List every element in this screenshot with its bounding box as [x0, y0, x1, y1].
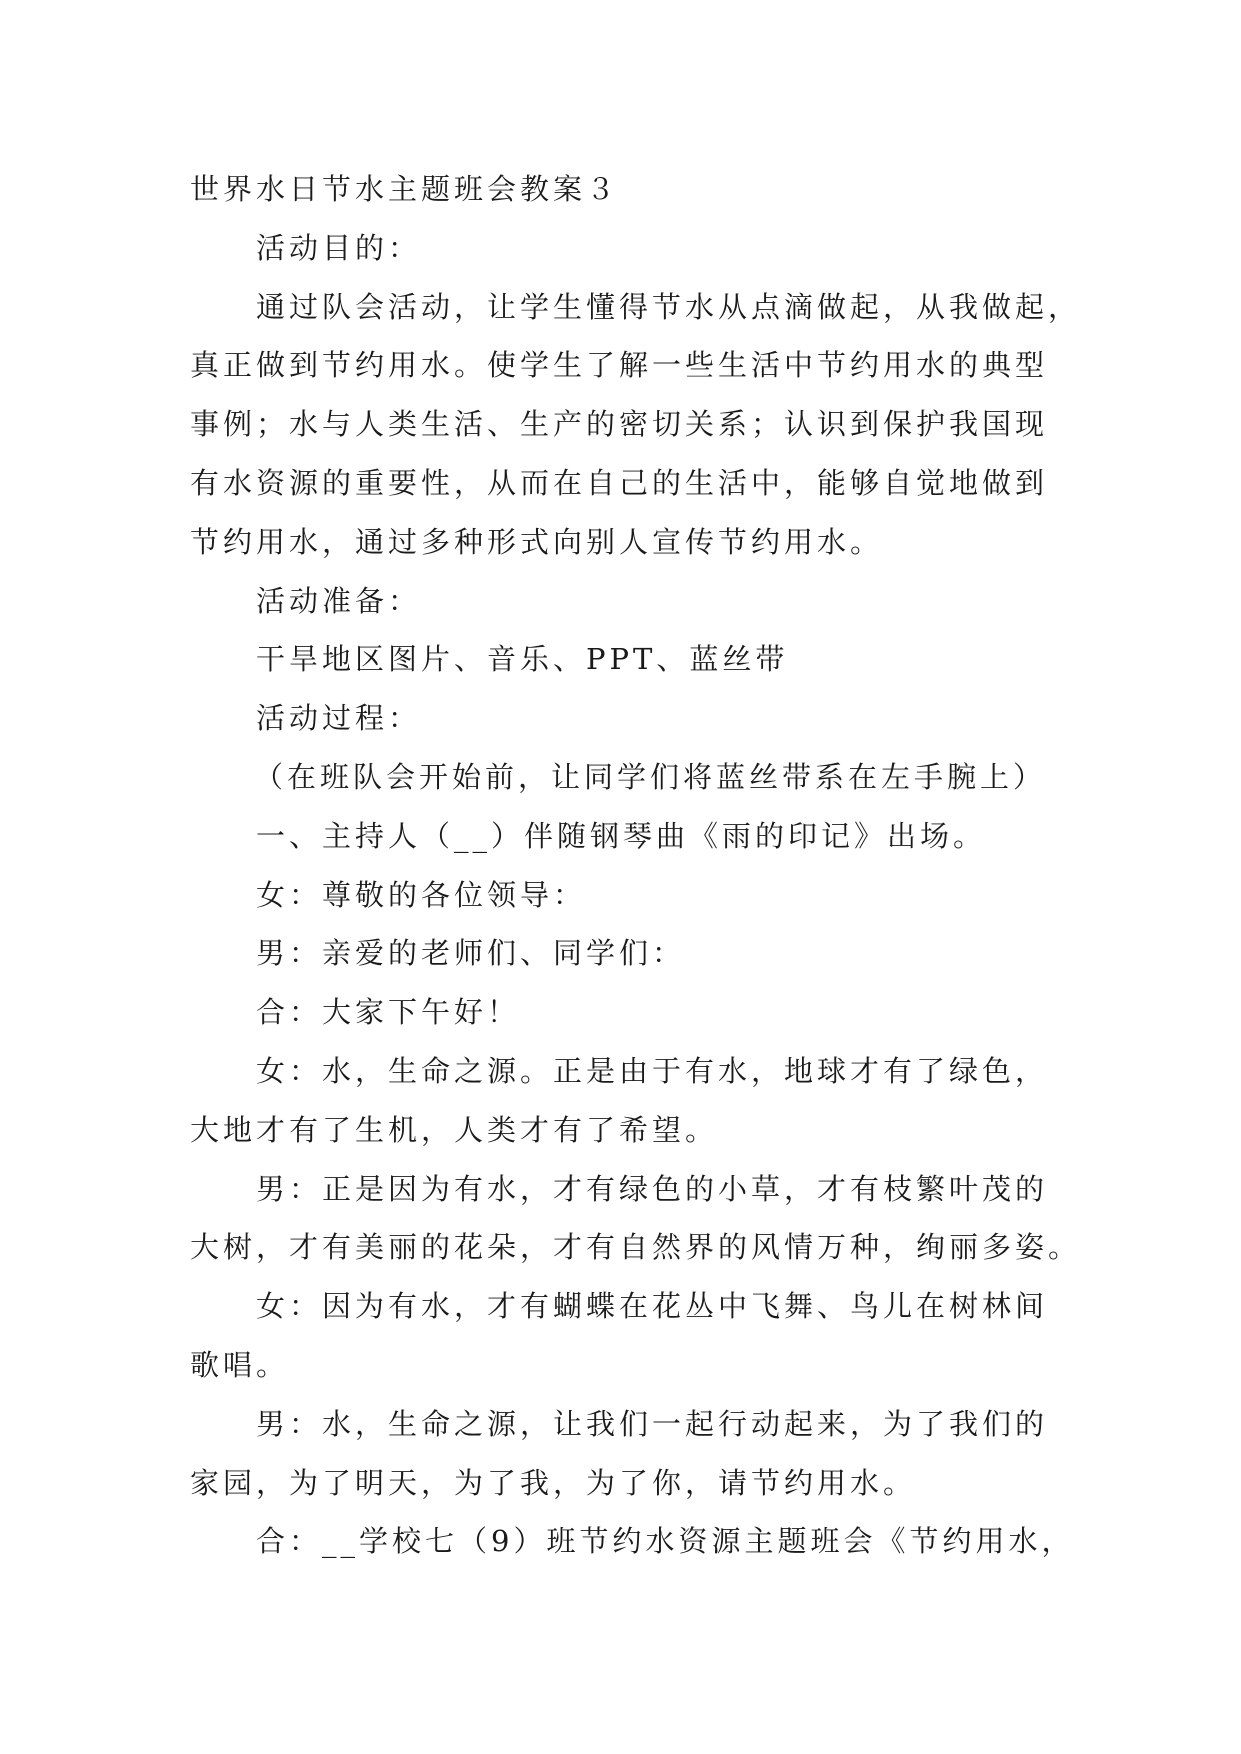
paragraph-line: （在班队会开始前，让同学们将蓝丝带系在左手腕上）: [254, 759, 1047, 794]
paragraph-line: 一、主持人（__）伴随钢琴曲《雨的印记》出场。: [256, 818, 987, 853]
dialogue-line: 女：尊敬的各位领导：: [256, 877, 587, 912]
section-heading-process: 活动过程：: [256, 701, 422, 736]
paragraph-line: 干旱地区图片、音乐、PPT、蓝丝带: [256, 642, 789, 677]
document-body: [190, 160, 1082, 1571]
dialogue-line: 合：大家下午好！: [256, 995, 521, 1030]
paragraph-line: 真正做到节约用水。使学生了解一些生活中节约用水的典型: [190, 348, 1049, 383]
dialogue-line: 大地才有了生机，人类才有了希望。: [190, 1112, 719, 1147]
paragraph-line: 事例；水与人类生活、生产的密切关系；认识到保护我国现: [190, 407, 1049, 442]
dialogue-line: 女：水，生命之源。正是由于有水，地球才有了绿色，: [256, 1053, 1049, 1088]
paragraph-line: 通过队会活动，让学生懂得节水从点滴做起，从我做起，: [256, 289, 1082, 324]
paragraph-line: 有水资源的重要性，从而在自己的生活中，能够自觉地做到: [190, 465, 1049, 500]
dialogue-line: 女：因为有水，才有蝴蝶在花丛中飞舞、鸟儿在树林间: [256, 1289, 1049, 1324]
dialogue-line: 男：水，生命之源，让我们一起行动起来，为了我们的: [256, 1406, 1049, 1441]
section-heading-preparation: 活动准备：: [256, 583, 422, 618]
dialogue-line: 合：__学校七（9）班节约水资源主题班会《节约用水，: [256, 1524, 1075, 1559]
dialogue-line: 大树，才有美丽的花朵，才有自然界的风情万种，绚丽多姿。: [190, 1230, 1082, 1265]
section-heading-purpose: 活动目的：: [256, 230, 422, 265]
dialogue-line: 男：亲爱的老师们、同学们：: [256, 936, 686, 971]
dialogue-line: 歌唱。: [190, 1347, 290, 1382]
document-title: 世界水日节水主题班会教案３: [190, 172, 620, 206]
dialogue-line: 家园，为了明天，为了我，为了你，请节约用水。: [190, 1465, 917, 1500]
dialogue-line: 男：正是因为有水，才有绿色的小草，才有枝繁叶茂的: [256, 1171, 1049, 1206]
paragraph-line: 节约用水，通过多种形式向别人宣传节约用水。: [190, 524, 884, 559]
